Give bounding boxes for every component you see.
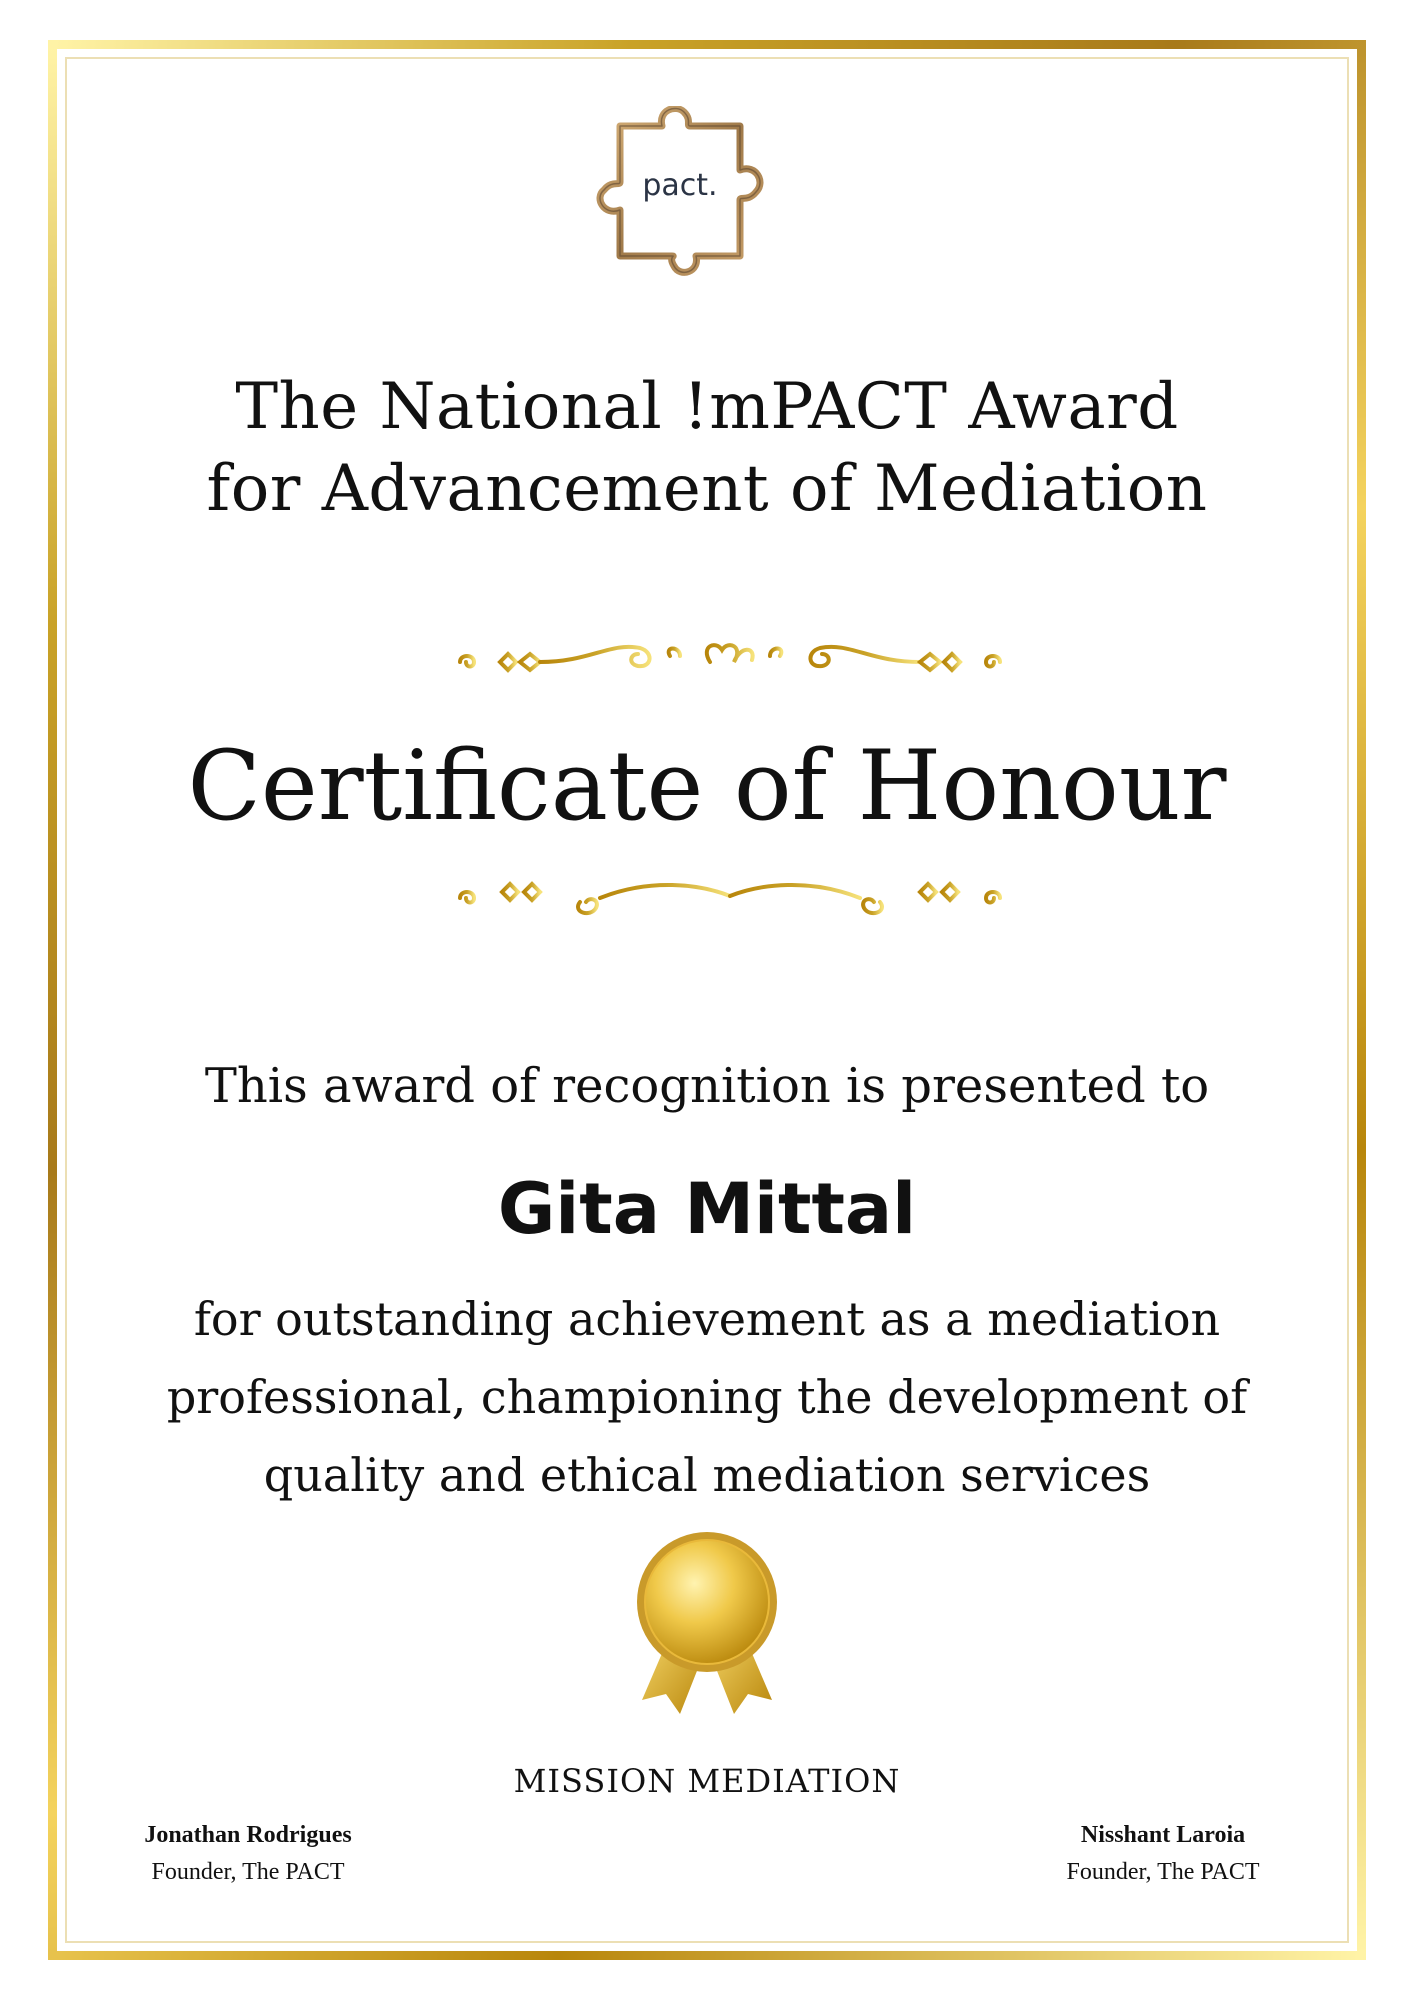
signatory-role: Founder, The PACT [1066,1859,1260,1885]
signatory-role: Founder, The PACT [151,1859,345,1885]
award-title-line-2: for Advancement of Mediation [206,452,1208,526]
logo-text: pact. [642,168,718,203]
signatory-name: Nisshant Laroia [1080,1822,1246,1848]
ornamental-flourish-icon [440,868,1020,928]
mission-text: MISSION MEDIATION [513,1762,901,1800]
ornamental-flourish-icon [440,632,1020,692]
citation-line-1: for outstanding achievement as a mediation [193,1292,1221,1346]
signatory-right [1003,1822,1323,1886]
signatory-name: Jonathan Rodrigues [144,1822,352,1848]
citation-line-2: professional, championing the development of [166,1370,1248,1424]
citation-line-3: quality and ethical mediation services [263,1448,1151,1502]
pact-logo [580,106,780,276]
award-title-line-1: The National !mPACT Award [235,370,1179,444]
recipient-name: Gita Mittal [497,1168,917,1250]
certificate-title: Certificate of Honour [187,730,1227,842]
signatory-left [88,1822,408,1886]
presented-to-text: This award of recognition is presented to [204,1058,1210,1114]
gold-medal-ribbon-icon [622,1530,792,1720]
